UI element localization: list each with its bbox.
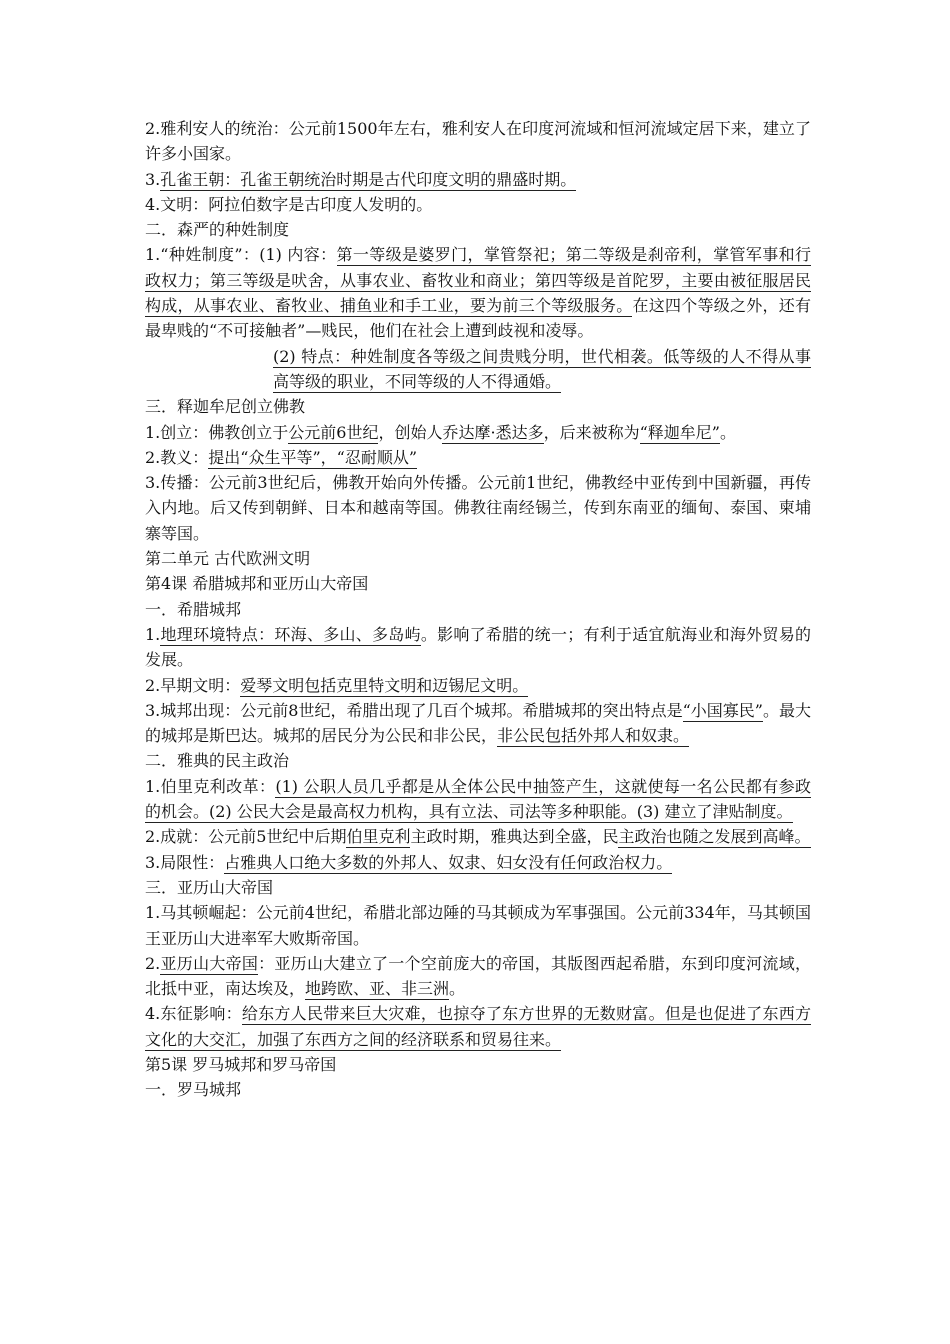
paragraph-buddhism-founding: 1.创立：佛教创立于公元前6世纪，创始人乔达摩·悉达多，后来被称为“释迦牟尼”。: [145, 422, 736, 442]
underlined-text: 公元前6世纪: [288, 422, 379, 442]
section-heading-athens: 二．雅典的民主政治: [145, 751, 290, 771]
paragraph-buddhism-doctrine: 2.教义：提出“众生平等”，“忍耐顺从”: [145, 447, 418, 467]
paragraph-achievements: 2.成就：公元前5世纪中后期伯里克利主政时期，雅典达到全盛，民主政治也随之发展到高峰。: [145, 827, 811, 847]
underlined-text: 占雅典人口绝大多数的外邦人、奴隶、妇女没有任何政治权力。: [224, 852, 673, 872]
underlined-text: 地理环境特点：环海、多山、多岛屿: [160, 624, 421, 644]
underlined-text: 爱琴文明包括克里特文明和迈锡尼文明。: [240, 675, 529, 695]
paragraph-caste-content: 1.“种姓制度”：(1) 内容：第一等级是婆罗门，掌管祭祀；第二等级是刹帝利，掌管军事和行政权力；第三等级是吠舍，从事农业、畜牧业和商业；第四等级是首陀罗，主要由被征服居民构成，从事农业、畜牧业、捕鱼业和手工业，要为前三个等级服务。在这四个等级之外，还有最卑贱的“不可接触者”—贱民，他们在社会上遭到歧视和凌辱。: [145, 245, 811, 341]
paragraph-pericles-reform: 1.伯里克利改革：(1) 公职人员几乎都是从全体公民中抽签产生，这就使每一名公民都有参政的机会。(2) 公民大会是最高权力机构，具有立法、司法等多种职能。(3) 建立了津贴制度。: [145, 776, 811, 822]
underlined-text: (1) 公职人员几乎都是从全体公民中抽签产生，这就使每一名公民都有参政的机会。(2) 公民大会是最高权力机构，具有立法、司法等多种职能。(3) 建立了津贴制度。: [145, 776, 811, 822]
paragraph-limitations: 3.局限性：占雅典人口绝大多数的外邦人、奴隶、妇女没有任何政治权力。: [145, 852, 673, 872]
underlined-text: 亚历山大帝国: [160, 953, 259, 973]
underlined-text: 给东方人民带来巨大灾难，也掠夺了东方世界的无数财富。但是也促进了东西方文化的大交汇，加强了东西方之间的经济联系和贸易往来。: [145, 1004, 811, 1049]
underlined-text: 孔雀王朝：孔雀王朝统治时期是古代印度文明的鼎盛时期。: [160, 169, 577, 189]
paragraph-maurya: 3.孔雀王朝：孔雀王朝统治时期是古代印度文明的鼎盛时期。: [145, 169, 577, 189]
underlined-text: 主政治也随之发展到高峰。: [618, 827, 811, 847]
paragraph-alexander-empire: 2.亚历山大帝国：亚历山大建立了一个空前庞大的帝国，其版图西起希腊，东到印度河流域，北抵中亚，南达埃及，地跨欧、亚、非三洲。: [145, 953, 811, 999]
paragraph-aryan-rule: 2.雅利安人的统治：公元前1500年左右，雅利安人在印度河流域和恒河流域定居下来，建立了许多小国家。: [145, 119, 811, 164]
paragraph-caste-traits: [145, 344, 811, 395]
lesson-heading-4: 第4课 希腊城邦和亚历山大帝国: [145, 574, 369, 594]
underlined-text: 乔达摩·悉达多: [442, 422, 544, 442]
paragraph-buddhism-spread: 3.传播：公元前3世纪后，佛教开始向外传播。公元前1世纪，佛教经中亚传到中国新疆，再传入内地。后又传到朝鲜、日本和越南等国。佛教往南经锡兰，传到东南亚的缅甸、泰国、柬埔寨等国。: [145, 473, 811, 543]
section-heading-buddhism: 三．释迦牟尼创立佛教: [145, 397, 306, 417]
section-heading-greece: 一．希腊城邦: [145, 599, 242, 619]
paragraph-macedon: 1.马其顿崛起：公元前4世纪，希腊北部边陲的马其顿成为军事强国。公元前334年，马其顿国王亚历山大进率军大败斯帝国。: [145, 903, 811, 948]
underlined-text: “释迦牟尼”: [639, 422, 720, 442]
paragraph-eastern-campaign: 4.东征影响：给东方人民带来巨大灾难，也掠夺了东方世界的无数财富。但是也促进了东西方文化的大交汇，加强了东西方之间的经济联系和贸易往来。: [145, 1004, 811, 1049]
section-heading-alexander: 三．亚历山大帝国: [145, 877, 274, 897]
underlined-text: (2) 特点：种姓制度各等级之间贵贱分明，世代相袭。低等级的人不得从事高等级的职业，不同等级的人不得通婚。: [273, 346, 811, 391]
paragraph-civilization: 4.文明：阿拉伯数字是古印度人发明的。: [145, 194, 433, 214]
underlined-text: 地跨欧、亚、非三洲: [305, 979, 450, 999]
underlined-text: 非公民包括外邦人和奴隶。: [497, 726, 690, 746]
underlined-text: 提出“众生平等”，“忍耐顺从”: [208, 447, 418, 467]
document-page: [145, 116, 811, 1103]
underlined-text: “小国寡民”: [682, 700, 763, 720]
section-heading-rome: 一．罗马城邦: [145, 1080, 242, 1100]
paragraph-geography: 1.地理环境特点：环海、多山、多岛屿。影响了希腊的统一；有利于适宜航海业和海外贸易的发展。: [145, 624, 811, 670]
underlined-text: 伯里克利: [346, 827, 411, 847]
unit-heading: 第二单元 古代欧洲文明: [145, 549, 311, 569]
section-heading-caste: 二．森严的种姓制度: [145, 220, 290, 240]
lesson-heading-5: 第5课 罗马城邦和罗马帝国: [145, 1054, 337, 1074]
underlined-text: 第一等级是婆罗门，掌管祭祀；第二等级是刹帝利，掌管军事和行政权力；第三等级是吠舍，从事农业、畜牧业和商业；第四等级是首陀罗，主要由被征服居民构成，从事农业、畜牧业、捕鱼业和手工业，要为前三个等级服务。: [145, 245, 811, 316]
paragraph-early-civilization: 2.早期文明：爱琴文明包括克里特文明和迈锡尼文明。: [145, 675, 529, 695]
paragraph-city-states: 3.城邦出现：公元前8世纪，希腊出现了几百个城邦。希腊城邦的突出特点是“小国寡民”。最大的城邦是斯巴达。城邦的居民分为公民和非公民，非公民包括外邦人和奴隶。: [145, 700, 811, 746]
